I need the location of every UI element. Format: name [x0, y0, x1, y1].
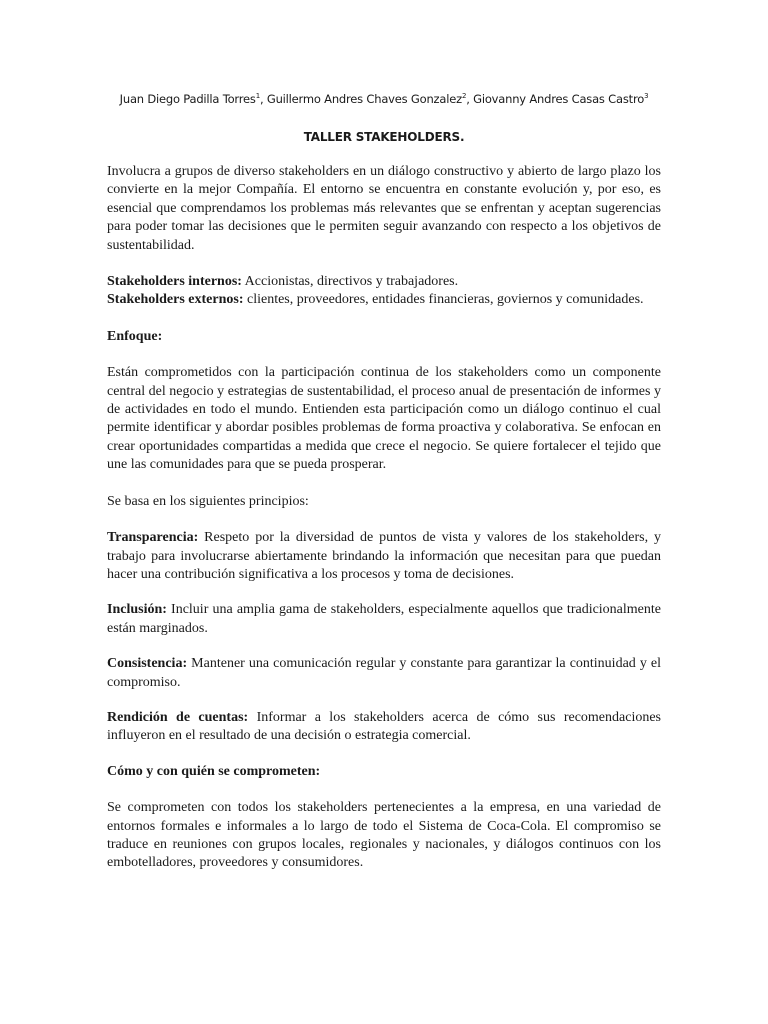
- principle-label: Rendición de cuentas:: [107, 709, 249, 725]
- author-affiliation: 1: [255, 92, 260, 100]
- intro-paragraph: Involucra a grupos de diverso stakeholders en un diálogo constructivo y abierto de largo plazo los convierte en la mejor Compañía. El entorno se encuentra en constante evolución y, por eso, es esencial que comprendamos los problemas más relevantes que se enfrentan y aceptan sugerencias para poder tomar las decisiones que le permiten seguir avanzando con respecto a los objetivos de sustentabilidad.: [107, 164, 661, 253]
- external-stakeholders-label: Stakeholders externos:: [107, 292, 244, 308]
- author-line: [0, 92, 768, 106]
- internal-stakeholders-paragraph: [107, 273, 661, 291]
- section-heading: [107, 763, 661, 781]
- principle-label: Inclusión:: [107, 602, 167, 618]
- external-stakeholders-paragraph: [107, 291, 661, 309]
- principle-paragraph: [107, 529, 661, 584]
- principle-paragraph: [107, 655, 661, 692]
- author-affiliation: 2: [461, 92, 467, 100]
- enfoque-paragraph: Están comprometidos con la participación continua de los stakeholders como un componente central del negocio y estrategias de sustentabilidad, el proceso anual de presentación de informes y de actividades en todo el mundo. Entienden esta participación como un diálogo continuo el cual permite identificar y abordar posibles problemas de forma proactiva y colaborativa. Se enfocan en crear oportunidades compartidas a medida que crece el negocio. Se quiere fortalecer el tejido que une las comunidades para que se pueda prosperar.: [107, 365, 661, 473]
- principle-label: Transparencia:: [107, 530, 199, 546]
- author-name: Juan Diego Padilla Torres: [119, 92, 256, 106]
- commitment-paragraph: Se comprometen con todos los stakeholders pertenecientes a la empresa, en una variedad de entornos formales e informales a lo largo de todo el Sistema de Coca-Cola. El compromiso se traduce en reuniones con grupos locales, regionales y nacionales, y diálogos continuos con los embotelladores, proveedores y consumidores.: [107, 800, 661, 871]
- document-body: [107, 163, 661, 873]
- internal-stakeholders-text: Accionistas, directivos y trabajadores.: [241, 274, 459, 290]
- principle-paragraph: [107, 601, 661, 638]
- principle-text: Respeto por la diversidad de puntos de vista y valores de los stakeholders, y trabajo para involucrarse abiertamente brindando la información que necesitan para que puedan hacer una contribución significativa a los procesos y toma de decisiones.: [107, 530, 661, 582]
- external-stakeholders-text: clientes, proveedores, entidades financieras, goviernos y comunidades.: [243, 292, 644, 308]
- document-title: TALLER STAKEHOLDERS.: [303, 130, 465, 144]
- internal-stakeholders-label: Stakeholders internos:: [107, 274, 242, 290]
- author-affiliation: 3: [644, 92, 649, 100]
- principle-paragraph: [107, 709, 661, 746]
- author-name: Giovanny Andres Casas Castro: [473, 92, 645, 106]
- enfoque-heading: Enfoque:: [107, 328, 163, 344]
- section-heading: [107, 328, 661, 346]
- principle-text: Mantener una comunicación regular y constante para garantizar la continuidad y el compromiso.: [107, 656, 661, 690]
- principle-text: Incluir una amplia gama de stakeholders, especialmente aquellos que tradicionalmente están marginados.: [107, 602, 661, 636]
- principles-intro: Se basa en los siguientes principios:: [107, 493, 309, 509]
- author-name: Guillermo Andres Chaves Gonzalez: [266, 92, 462, 106]
- commitment-heading: Cómo y con quién se comprometen:: [107, 763, 321, 779]
- principle-text: Informar a los stakeholders acerca de cómo sus recomendaciones influyeron en el resultado de una decisión o estrategia comercial.: [107, 709, 661, 744]
- author-separator: ,: [259, 92, 267, 106]
- principle-label: Consistencia:: [107, 656, 188, 672]
- author-separator: ,: [466, 92, 474, 106]
